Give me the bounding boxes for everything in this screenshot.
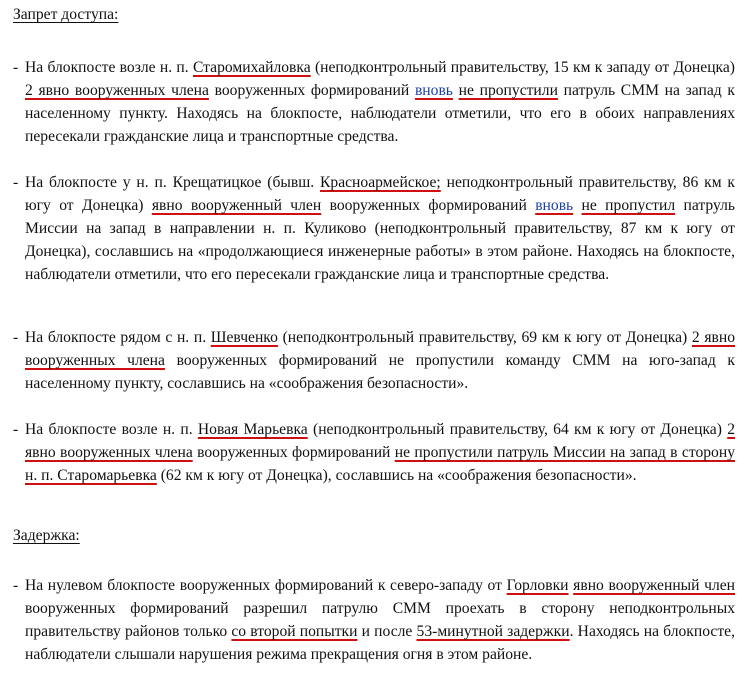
- list-item-delay-1: [13, 574, 735, 666]
- text-run: вооруженных формирований разрешил патрулю СММ проехать в сторону неподконтрольных правительству районов только: [25, 600, 735, 640]
- text-run: . Находясь на блокпосте, наблюдатели слышали нарушения режима прекращения огня в этом районе.: [25, 623, 735, 663]
- text-run: (неподконтрольный правительству, 69 км к югу от Донецка): [277, 329, 692, 346]
- highlighted-text: 2 явно вооруженных члена: [25, 329, 736, 369]
- text-run: вооруженных формирований: [321, 197, 536, 214]
- list-dash: -: [13, 59, 19, 76]
- text-run: патруль СММ на запад к населенному пункту. Находясь на блокпосте, наблюдатели отметили, что его в обоих направлениях пересекали гражданские лица и транспортные средства.: [25, 82, 735, 145]
- highlighted-text: 53-минутной задержки: [416, 623, 570, 640]
- list-item-access-3: [13, 326, 735, 395]
- text-run: (неподконтрольный правительству, 15 км к западу от Донецка): [310, 59, 735, 76]
- text-run: (неподконтрольный правительству, 64 км к югу от Донецка): [307, 421, 728, 438]
- list-dash: -: [13, 329, 19, 346]
- text-run: и после: [357, 623, 417, 640]
- text-run: (62 км к югу от Донецка), сославшись на «соображения безопасности».: [156, 467, 637, 484]
- highlighted-text: Новая Марьевка: [197, 421, 308, 438]
- text-run: неподконтрольный правительству, 86 км к югу от Донецка): [25, 174, 735, 214]
- highlighted-text: Шевченко: [210, 329, 278, 346]
- highlighted-link-text: вновь: [535, 197, 574, 214]
- text-run: патруль Миссии на запад в направлении н. п. Куликово (неподконтрольный правительству, 87 км к югу от Донецка), сославшись на «продолжающиеся инженерные работы» в этом районе. Находясь на блокпосте, наблюдатели отметили, что его пересекали гражданские лица и транспортные средства.: [25, 197, 735, 283]
- highlighted-text: Горловки: [506, 577, 569, 594]
- highlighted-text: не пропустили: [458, 82, 558, 99]
- paragraph-text: [25, 421, 735, 484]
- text-run: [573, 197, 581, 214]
- text-run: На нулевом блокпосте вооруженных формирований к северо-западу от: [25, 577, 507, 594]
- text-run: На блокпосте у н. п. Крещатицкое (бывш.: [25, 174, 321, 191]
- list-item-access-1: [13, 56, 735, 148]
- paragraph-text: [25, 329, 735, 392]
- paragraph-text: [25, 577, 735, 663]
- heading-delay: Задержка:: [13, 527, 80, 544]
- heading-access-denied: Запрет доступа:: [13, 6, 119, 23]
- highlighted-text: не пропустили патруль Миссии на запад в сторону н. п. Старомарьевка: [25, 444, 735, 484]
- highlighted-text: Красноармейское;: [320, 174, 441, 191]
- text-run: На блокпосте рядом с н. п.: [25, 329, 211, 346]
- highlighted-text: не пропустил: [581, 197, 676, 214]
- highlighted-text: 2 явно вооруженных члена: [25, 421, 736, 461]
- text-run: На блокпосте возле н. п.: [25, 59, 193, 76]
- highlighted-link-text: вновь: [414, 82, 453, 99]
- text-run: На блокпосте возле н. п.: [25, 421, 198, 438]
- highlighted-text: со второй попытки: [231, 623, 358, 640]
- list-item-access-2: [13, 171, 735, 286]
- highlighted-text: Старомихайловка: [192, 59, 311, 76]
- highlighted-text: явно вооруженный член: [151, 197, 322, 214]
- text-run: вооруженных формирований не пропустили команду СММ на юго-запад к населенному пункту, сославшись на «соображения безопасности».: [25, 352, 735, 392]
- list-dash: -: [13, 174, 19, 191]
- text-run: вооруженных формирований: [208, 82, 415, 99]
- list-item-access-4: [13, 418, 735, 487]
- highlighted-text: явно вооруженный член: [573, 577, 736, 594]
- highlighted-text: 2 явно вооруженных члена: [25, 82, 209, 99]
- paragraph-text: [25, 174, 735, 283]
- list-dash: -: [13, 421, 19, 438]
- paragraph-text: [25, 59, 735, 145]
- list-dash: -: [13, 577, 19, 594]
- text-run: вооруженных формирований: [192, 444, 395, 461]
